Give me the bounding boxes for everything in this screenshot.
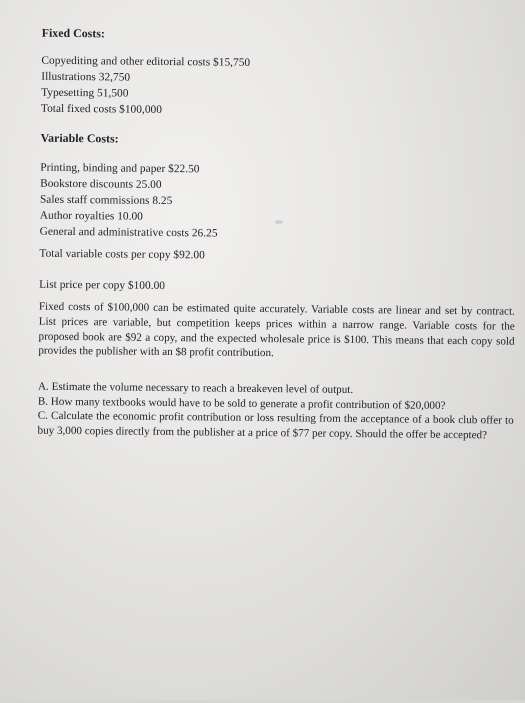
variable-cost-bookstore: Bookstore discounts 25.00 [40,177,162,191]
fixed-cost-typesetting: Typesetting 51,500 [41,86,129,100]
document-page [5,7,515,702]
variable-costs-heading: Variable Costs: [40,130,119,146]
fixed-cost-total: Total fixed costs $100,000 [40,102,163,116]
fixed-cost-editorial: Copyediting and other editorial costs $15,750 [41,54,251,69]
list-price: List price per copy $100.00 [39,278,166,292]
paper-smudge [275,220,283,224]
variable-cost-sales-staff: Sales staff commissions 8.25 [39,193,173,208]
variable-cost-royalties: Author royalties 10.00 [39,209,143,223]
question-a: A. Estimate the volume necessary to reach a breakeven level of output. [37,380,354,396]
variable-cost-printing: Printing, binding and paper $22.50 [40,161,200,176]
question-b: B. How many textbooks would have to be sold to generate a profit contribution of $20,000? [37,395,446,412]
variable-cost-general-admin: General and administrative costs 26.25 [39,225,218,240]
questions-block [38,380,515,443]
fixed-costs-heading: Fixed Costs: [41,25,106,41]
question-c: C. Calculate the economic profit contribution or loss resulting from the acceptance of a book club offer to buy 3,000 copies directly from the publisher at a price of $77 per copy. Should the offer be accepted? [37,409,514,442]
fixed-cost-illustrations: Illustrations 32,750 [41,70,131,84]
variable-cost-total: Total variable costs per copy $92.00 [39,247,205,262]
description-paragraph: Fixed costs of $100,000 can be estimated quite accurately. Variable costs are linear and set by contract. List prices are variable, but competition keeps prices within a narrow range. Variable costs for the proposed book are $92 a copy, and the expected wholesale price is $100. This means that each copy sold provides the publisher with an $8 profit contribution. [38,300,515,360]
